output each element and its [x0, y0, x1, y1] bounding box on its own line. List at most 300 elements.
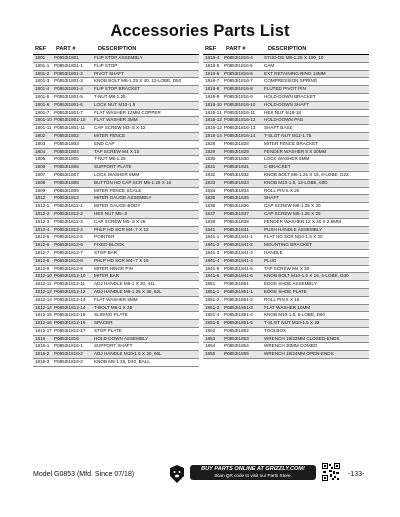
cell-description: PUSH HANDLE ASSEMBLY	[262, 226, 369, 234]
cell-part-number: P0853I1812-9	[52, 265, 92, 273]
cell-part-number: P0853I1816-9	[222, 93, 262, 101]
cell-part-number: P0853I1812-5	[52, 234, 92, 242]
cell-part-number: P0853I1816-6	[222, 70, 262, 78]
cell-description: ADJ HANDLE M8-1.25 X 35, 62L	[92, 288, 199, 296]
cell-description: FLIP STOP	[92, 62, 199, 70]
cell-description: FLAT WASHER 12MM COPPER	[92, 109, 199, 117]
cell-ref: 1816-10	[203, 101, 222, 109]
cell-description: PHLP HD SCR M4-.7 X 12	[92, 226, 199, 234]
cell-ref: 1805	[33, 156, 52, 164]
table-row	[203, 140, 369, 148]
cell-ref: 1838	[203, 218, 222, 226]
cell-part-number: P0853I1851-3	[222, 304, 262, 312]
cell-description: STOP BAR	[92, 249, 199, 257]
cell-part-number: P0853I1808	[52, 179, 92, 187]
cell-ref: 1851-1	[203, 288, 222, 296]
cell-ref: 1841-4	[203, 257, 222, 265]
cell-ref: 1801-10	[33, 117, 52, 125]
cell-part-number: P0853I1812-1	[52, 203, 92, 211]
cell-ref: 1831	[203, 164, 222, 172]
table-row	[203, 327, 369, 335]
cell-ref: 1853	[203, 335, 222, 343]
table-row	[33, 164, 199, 172]
cell-description: PLUG	[262, 257, 369, 265]
cell-ref: 1828	[203, 140, 222, 148]
cell-description: CAP SCREW M5-.8 X 25	[92, 218, 199, 226]
cell-ref: 1801-3	[33, 78, 52, 86]
cell-ref: 1816-14	[203, 132, 222, 140]
cell-part-number: P0853I1801-10	[52, 117, 92, 125]
table-row	[203, 93, 369, 101]
cell-description: HOLD-DOWN PAD	[262, 117, 369, 125]
cell-part-number: P0853I1816-5	[222, 62, 262, 70]
table-row	[203, 312, 369, 320]
table-row	[203, 179, 369, 187]
header-description: DESCRIPTION	[98, 46, 137, 52]
cell-description: EDGE SHOE PLATE	[262, 288, 369, 296]
table-header	[203, 45, 369, 55]
table-row	[33, 78, 199, 86]
cell-ref: 1812-4	[33, 226, 52, 234]
cell-part-number: P0853I1812-10	[52, 273, 92, 281]
table-row	[33, 203, 199, 211]
cell-description: SUPPORT SHAFT	[92, 343, 199, 351]
table-row	[33, 109, 199, 117]
cell-description: KNOB M10-1.5, 6-LOBE, D60	[262, 312, 369, 320]
cell-part-number: P0853I1807	[52, 171, 92, 179]
cell-description: HOLD-DOWN BRACKET	[262, 93, 369, 101]
cell-part-number: P0853I1851	[222, 281, 262, 289]
cell-description: WRENCH 30MM COMBO	[262, 343, 369, 351]
model-label: Model G0853 (Mfd. Since 07/18)	[33, 471, 135, 478]
parts-table-right	[203, 45, 369, 359]
cell-description: KNOB M8-1.25, D40, BALL	[92, 359, 199, 367]
cell-part-number: P0853I1812-11	[52, 281, 92, 289]
cell-part-number: P0853I1851-4	[222, 312, 262, 320]
table-row	[33, 125, 199, 133]
cell-description: FLIP STOP ASSEMBLY	[92, 55, 199, 62]
cell-description: HOLD-DOWN ASSEMBLY	[92, 335, 199, 343]
cell-description: KNOB BOLT M8-1.25 X 40, 12-LOBE, D50	[92, 78, 199, 86]
cell-ref: 1841-5	[203, 265, 222, 273]
cell-part-number: P0853I1816-14	[222, 132, 262, 140]
cell-ref: 1851	[203, 281, 222, 289]
cell-ref: 1808	[33, 179, 52, 187]
header-description: DESCRIPTION	[268, 46, 307, 52]
table-row	[33, 273, 199, 281]
table-row	[33, 343, 199, 351]
cell-ref: 1812-3	[33, 218, 52, 226]
cell-ref: 1836	[203, 203, 222, 211]
table-row	[203, 320, 369, 328]
promo-subtext: Scan QR code to visit our Parts Store.	[214, 473, 292, 478]
cell-ref: 1816-12	[203, 117, 222, 125]
cell-description: ADJ HANDLE M10-1.5 X 20, 66L	[92, 351, 199, 359]
cell-description: END CAP	[92, 140, 199, 148]
cell-description: SLIDING PLATE	[92, 312, 199, 320]
cell-part-number: P0853I1855	[222, 351, 262, 359]
cell-description: FIXED BLOCK	[92, 242, 199, 250]
cell-part-number: P0853I1834	[222, 187, 262, 195]
cell-part-number: P0853I1802	[52, 132, 92, 140]
cell-description: CAP SCREW M3-.5 X 12	[92, 125, 199, 133]
cell-description: MITER FENCE BRACKET	[262, 140, 369, 148]
cell-ref: 1812-14	[33, 304, 52, 312]
cell-description: MITER BAR	[92, 273, 199, 281]
cell-ref: 1851-4	[203, 312, 222, 320]
header-part: PART #	[56, 46, 76, 52]
cell-description: KNOB BOLT M10-1.5 X 16, 4-LOBE, D30	[262, 273, 369, 281]
table-row	[203, 156, 369, 164]
cell-part-number: P0853I1816-13	[222, 125, 262, 133]
cell-description: WRENCH 19/22MM CLOSED-ENDS	[262, 335, 369, 343]
cell-description: EXT RETAINING RING 14MM	[262, 70, 369, 78]
cell-description: WRENCH 19/24MM OPEN-ENDS	[262, 351, 369, 359]
cell-ref: 1816-7	[203, 78, 222, 86]
table-header	[33, 45, 199, 55]
cell-description: T-BOLT M6-1 X 35	[92, 304, 199, 312]
cell-description: T-SLOT NUT M12-1.75	[262, 132, 369, 140]
cell-part-number: P0853I1812-6	[52, 242, 92, 250]
page-number: -133-	[348, 471, 365, 478]
cell-ref: 1829	[203, 148, 222, 156]
cell-part-number: P0853I1841-2	[222, 242, 262, 250]
cell-description: KNOB M10-1.5, 12-LOBE, 60D	[262, 179, 369, 187]
cell-ref: 1801-1	[33, 62, 52, 70]
cell-ref: 1832	[203, 171, 222, 179]
table-row	[33, 148, 199, 156]
cell-ref: 1801-5	[33, 93, 52, 101]
cell-part-number: P0853I1816-10	[222, 101, 262, 109]
cell-ref: 1801-4	[33, 86, 52, 94]
cell-description: HANDLE	[262, 249, 369, 257]
parts-table-body	[33, 55, 199, 366]
table-row	[33, 265, 199, 273]
table-row	[33, 335, 199, 343]
cell-description: SUPPORT PLATE	[92, 164, 199, 172]
qr-code-icon[interactable]	[322, 463, 340, 481]
table-row	[203, 304, 369, 312]
cell-description: STUD-DE M8-1.25 X 100, 10	[262, 55, 369, 62]
cell-part-number: P0853I1801-2	[52, 70, 92, 78]
cell-description: SHAFT	[262, 195, 369, 203]
cell-ref: 1830	[203, 156, 222, 164]
cell-ref: 1837	[203, 210, 222, 218]
cell-description: MITER FENCE	[92, 132, 199, 140]
cell-description: FLAT WASHER 3MM	[92, 117, 199, 125]
cell-part-number: P0853I1812-12	[52, 288, 92, 296]
cell-description: MITER HINGE PIN	[92, 265, 199, 273]
cell-part-number: P0853I1812-8	[52, 257, 92, 265]
cell-ref: 1816-11	[203, 109, 222, 117]
cell-ref: 1812-11	[33, 281, 52, 289]
table-row	[33, 62, 199, 70]
cell-ref: 1816-6	[203, 70, 222, 78]
cell-part-number: P0853I1812-13	[52, 296, 92, 304]
cell-part-number: P0853I1812-15	[52, 312, 92, 320]
cell-part-number: P0853I1805	[52, 156, 92, 164]
cell-description: LOCK WASHER 8MM	[262, 156, 369, 164]
table-row	[203, 117, 369, 125]
header-part: PART #	[226, 46, 246, 52]
cell-ref: 1816-1	[33, 343, 52, 351]
cell-ref: 1851-5	[203, 320, 222, 328]
cell-part-number: P0853I1841	[222, 226, 262, 234]
cell-ref: 1812-16	[33, 320, 52, 328]
cell-part-number: P0853I1816-12	[222, 117, 262, 125]
cell-ref: 1841	[203, 226, 222, 234]
cell-ref: 1812-1	[33, 203, 52, 211]
table-row	[33, 304, 199, 312]
cell-ref: 1841-2	[203, 242, 222, 250]
parts-table-body	[203, 55, 369, 359]
table-row	[203, 70, 369, 78]
cell-part-number: P0853I1835	[222, 195, 262, 203]
cell-description: ROLL PIN 5 X 20	[262, 187, 369, 195]
cell-description: TAP SCREW M4 X 30	[262, 265, 369, 273]
cell-ref: 1809	[33, 187, 52, 195]
cell-part-number: P0853I1806	[52, 164, 92, 172]
cell-ref: 1801-11	[33, 125, 52, 133]
cell-description: FLAT WASHER 8MM	[92, 296, 199, 304]
table-row	[203, 109, 369, 117]
cell-description: MITER FENCE SCALE	[92, 187, 199, 195]
cell-part-number: P0853I1801	[52, 55, 92, 62]
cell-ref: 1812-9	[33, 265, 52, 273]
cell-part-number: P0853I1841-6	[222, 273, 262, 281]
table-row	[203, 226, 369, 234]
cell-part-number: P0853I1804	[52, 148, 92, 156]
cell-part-number: P0853I1801-6	[52, 101, 92, 109]
table-row	[203, 273, 369, 281]
table-row	[203, 265, 369, 273]
table-row	[33, 140, 199, 148]
cell-part-number: P0853I1838	[222, 218, 262, 226]
cell-part-number: P0853I1851-1	[222, 288, 262, 296]
cell-part-number: P0853I1832	[222, 171, 262, 179]
cell-description: T-NUT M8-1.25	[92, 93, 199, 101]
cell-part-number: P0853I1801-11	[52, 125, 92, 133]
cell-part-number: P0853I1812-7	[52, 249, 92, 257]
table-row	[33, 86, 199, 94]
cell-ref: 1812	[33, 195, 52, 203]
cell-description: C-BRACKET	[262, 164, 369, 172]
table-row	[203, 257, 369, 265]
cell-description: FENDER WASHER 8 X 30MM	[262, 148, 369, 156]
cell-ref: 1812-13	[33, 296, 52, 304]
cell-description: KNOB BOLT M8-1.25 X 16, 6-LOBE, D22	[262, 171, 369, 179]
cell-ref: 1835	[203, 195, 222, 203]
cell-part-number: P0853I1816-8	[222, 86, 262, 94]
table-row	[33, 281, 199, 289]
cell-ref: 1816-3	[33, 359, 52, 367]
table-row	[33, 249, 199, 257]
cell-ref: 1816-13	[203, 125, 222, 133]
cell-description: CAM	[262, 62, 369, 70]
table-row	[203, 203, 369, 211]
cell-description: POINTER	[92, 234, 199, 242]
cell-part-number: P0853I1816-11	[222, 109, 262, 117]
cell-description: COMPRESSION SPRING	[262, 78, 369, 86]
cell-part-number: P0853I1816-2	[52, 351, 92, 359]
promo-headline: BUY PARTS ONLINE AT GRIZZLY.COM!	[201, 466, 305, 472]
cell-ref: 1816-8	[203, 86, 222, 94]
cell-ref: 1841-3	[203, 249, 222, 257]
cell-ref: 1801	[33, 55, 52, 62]
cell-part-number: P0853I1841-1	[222, 234, 262, 242]
table-row	[203, 125, 369, 133]
cell-description: LOCK NUT M10-1.5	[92, 101, 199, 109]
table-row	[203, 296, 369, 304]
cell-part-number: P0853I1851-2	[222, 296, 262, 304]
table-row	[33, 234, 199, 242]
table-row	[203, 234, 369, 242]
cell-description: MITER GAUGE ASSEMBLY	[92, 195, 199, 203]
cell-description: T-SLOT NUT M10-1.5 X 22	[262, 320, 369, 328]
cell-part-number: P0853I1828	[222, 140, 262, 148]
table-row	[33, 210, 199, 218]
cell-ref: 1816-5	[203, 62, 222, 70]
cell-description: FLUTED PIVOT PIN	[262, 86, 369, 94]
table-row	[203, 210, 369, 218]
table-row	[203, 171, 369, 179]
cell-description: FLAT WASHER 10MM	[262, 304, 369, 312]
table-row	[33, 351, 199, 359]
table-row	[203, 132, 369, 140]
table-row	[33, 257, 199, 265]
cell-ref: 1855	[203, 351, 222, 359]
table-row	[203, 86, 369, 94]
cell-description: BUTTON HD CAP SCR M8-1.25 X 16	[92, 179, 199, 187]
cell-ref: 1812-15	[33, 312, 52, 320]
table-row	[33, 132, 199, 140]
cell-part-number: P0853I1812-14	[52, 304, 92, 312]
cell-description: FLAT HD SCR M10-1.5 X 20	[262, 234, 369, 242]
cell-ref: 1801-6	[33, 101, 52, 109]
cell-ref: 1812-2	[33, 210, 52, 218]
cell-ref: 1816	[33, 335, 52, 343]
cell-part-number: P0853I1854	[222, 343, 262, 351]
cell-ref: 1833	[203, 179, 222, 187]
cell-part-number: P0853I1812-3	[52, 218, 92, 226]
cell-ref: 1812-12	[33, 288, 52, 296]
cell-description: T-NUT M8-1.25	[92, 156, 199, 164]
header-ref: REF	[205, 46, 217, 52]
page-footer	[0, 462, 400, 492]
cell-part-number: P0853I1816-1	[52, 343, 92, 351]
table-row	[33, 171, 199, 179]
table-row	[203, 242, 369, 250]
cell-part-number: P0853I1812-4	[52, 226, 92, 234]
cell-description: HOLD-DOWN SHAFT	[262, 101, 369, 109]
table-row	[33, 320, 199, 328]
cell-part-number: P0853I1830	[222, 156, 262, 164]
cell-description: SHAFT BASE	[262, 125, 369, 133]
cell-ref: 1812-10	[33, 273, 52, 281]
table-row	[33, 70, 199, 78]
table-row	[33, 296, 199, 304]
table-row	[203, 78, 369, 86]
cell-part-number: P0853I1801-1	[52, 62, 92, 70]
table-row	[203, 195, 369, 203]
table-row	[33, 312, 199, 320]
cell-description: CAP SCREW M8-1.25 X 20	[262, 203, 369, 211]
cell-ref: 1807	[33, 171, 52, 179]
cell-ref: 1841-1	[203, 234, 222, 242]
cell-part-number: P0853I1851-5	[222, 320, 262, 328]
cell-description: TAP SCREW M4 X 10	[92, 148, 199, 156]
cell-ref: 1816-2	[33, 351, 52, 359]
table-row	[203, 335, 369, 343]
cell-description: EDGE SHOE ASSEMBLY	[262, 281, 369, 289]
cell-part-number: P0853I1816-4	[222, 55, 262, 62]
table-row	[33, 195, 199, 203]
cell-part-number: P0853I1801-5	[52, 93, 92, 101]
cell-part-number: P0853I1841-5	[222, 265, 262, 273]
cell-part-number: P0853I1837	[222, 210, 262, 218]
cell-description: PIVOT SHAFT	[92, 70, 199, 78]
cell-part-number: P0853I1836	[222, 203, 262, 211]
cell-description: ADJ HANDLE M6-1 X 30, 44L	[92, 281, 199, 289]
parts-store-banner[interactable]	[190, 465, 316, 480]
table-row	[33, 226, 199, 234]
cell-ref: 1801-7	[33, 109, 52, 117]
cell-description: FLIP STOP BRACKET	[92, 86, 199, 94]
cell-ref: 1816-9	[203, 93, 222, 101]
cell-ref: 1803	[33, 140, 52, 148]
cell-description: ROLL PIN 5 X 16	[262, 296, 369, 304]
table-row	[33, 101, 199, 109]
cell-ref: 1841-6	[203, 273, 222, 281]
cell-description: CAP SCREW M8-1.25 X 25	[262, 210, 369, 218]
cell-ref: 1851-3	[203, 304, 222, 312]
cell-ref: 1802	[33, 132, 52, 140]
table-row	[203, 62, 369, 70]
cell-description: STOP PLATE	[92, 327, 199, 335]
grizzly-bear-icon	[168, 464, 186, 484]
cell-part-number: P0853I1812-2	[52, 210, 92, 218]
cell-description: HEX NUT M5-.8	[92, 210, 199, 218]
cell-part-number: P0853I1833	[222, 179, 262, 187]
cell-part-number: P0853I1841-3	[222, 249, 262, 257]
table-row	[33, 242, 199, 250]
table-row	[33, 55, 199, 62]
table-row	[33, 218, 199, 226]
cell-part-number: P0853I1852	[222, 327, 262, 335]
parts-table-left	[33, 45, 199, 367]
cell-part-number: P0853I1812	[52, 195, 92, 203]
table-row	[33, 359, 199, 367]
table-row	[203, 351, 369, 359]
cell-part-number: P0853I1801-7	[52, 109, 92, 117]
cell-part-number: P0853I1816	[52, 335, 92, 343]
cell-part-number: P0853I1812-17	[52, 327, 92, 335]
cell-ref: 1851-2	[203, 296, 222, 304]
cell-description: MOUNTING BRACKET	[262, 242, 369, 250]
table-row	[203, 249, 369, 257]
cell-part-number: P0853I1801-4	[52, 86, 92, 94]
table-row	[33, 187, 199, 195]
table-row	[203, 343, 369, 351]
cell-ref: 1804	[33, 148, 52, 156]
cell-ref: 1834	[203, 187, 222, 195]
cell-part-number: P0853I1853	[222, 335, 262, 343]
cell-part-number: P0853I1801-3	[52, 78, 92, 86]
cell-part-number: P0853I1812-16	[52, 320, 92, 328]
cell-ref: 1854	[203, 343, 222, 351]
header-ref: REF	[35, 46, 47, 52]
cell-part-number: P0853I1803	[52, 140, 92, 148]
